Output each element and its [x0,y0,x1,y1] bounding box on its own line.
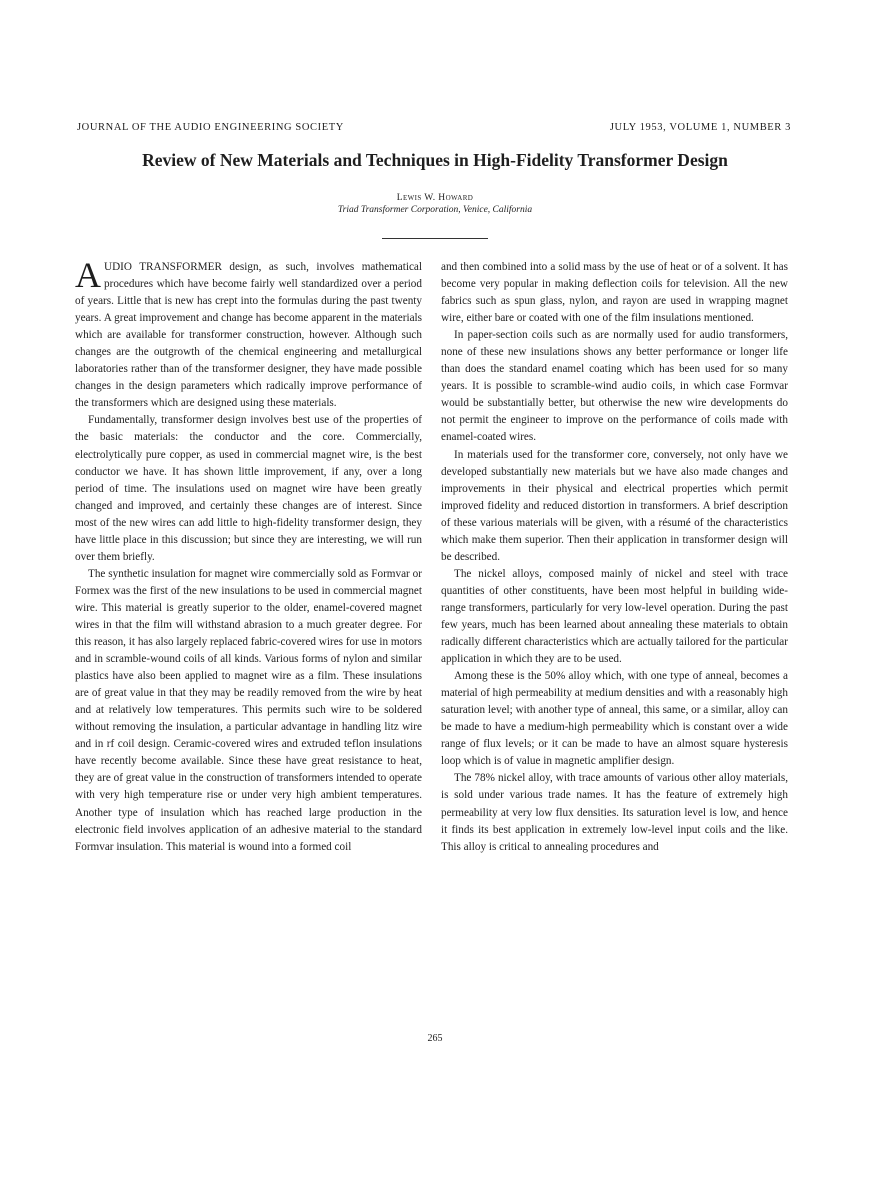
paragraph: In paper-section coils such as are normally used for audio transformers, none of these new insulations shows any better performance or longer life than does the standard enamel coating which has been used for so many years. It is possible to scramble-wind audio coils, in which case Formvar would be substantially better, but otherwise the new wire developments do not permit the engineer to improve on the performance of coils made with enamel-coated wires. [441,329,788,444]
article-title: Review of New Materials and Techniques in High-Fidelity Transformer Design [142,150,728,170]
author-affiliation: Triad Transformer Corporation, Venice, California [337,205,533,215]
paragraph-continuation: and then combined into a solid mass by the use of heat or of a solvent. It has become very popular in making deflection coils for television. All the new fabrics such as spun glass, nylon, and rayon are used in wrapping magnet wire, either bare or coated with one of the film insulations mentioned. [441,261,788,325]
paragraph: Among these is the 50% alloy which, with one type of anneal, becomes a material of high permeability at medium densities and with a reasonably high saturation level; with another type of anneal, this same, or a similar, alloy can be made to have a medium-high permeability which is constant over a wide range of flux levels; or it can be made to have an almost square hysteresis loop which is of value in magnetic amplifier design. [441,670,788,768]
paragraph: Fundamentally, transformer design involves best use of the properties of the basic materials: the conductor and the core. Commercially, electrolytically pure copper, as used in commercial magnet wire, is the best conductor we have. It has shown little improvement, if any, over a long period of time. The insulations used on magnet wire have been greatly changed and improved, and certainly these changes are of interest. Since most of the new wires can add little to high-fidelity transformer design, they have little place in this discussion; but since they are interesting, we will run over them briefly. [75,414,422,563]
paragraph: The nickel alloys, composed mainly of nickel and steel with trace quantities of other constituents, have been most helpful in building wide-range transformers, particularly for very low-level operation. During the past few years, much has been learned about annealing these materials to obtain radically different characteristics which are actually tailored for the particular application in which they are to be used. [441,567,788,666]
title-divider [382,238,488,239]
paragraph: AUDIO TRANSFORMER design, as such, involves mathematical procedures which have become fairly well standardized over a period of years. Little that is new has crept into the formulas during the past twenty years. A great improvement and change has become apparent in the materials which are available for transformer construction, however. Although such changes are the outgrowth of the chemical engineering and metallurgical laboratories rather than of the transformer designer, they have made possible changes in the design parameters which radically improve performance of the transformers which are designed using these materials. [75,255,422,410]
issue-info: JULY 1953, VOLUME 1, NUMBER 3 [609,122,791,133]
running-head [77,122,791,138]
author-name: Lewis W. Howard [396,193,474,203]
paragraph: In materials used for the transformer core, conversely, not only have we developed substantially new materials but we have also made changes and improvements in their physical and electrical properties which permit improved fidelity and reduced distortion in transformers. A brief description of these various materials will be given, with a résumé of the characteristics which make them superior. Then their application in transformer design will be described. [441,448,788,563]
paragraph: The 78% nickel alloy, with trace amounts of various other alloy materials, is sold under various trade names. It has the feature of extremely high permeability at very low flux densities. Its saturation level is low, and hence it finds its best application in extremely low-level input coils and the like. This alloy is critical to annealing procedures and [441,772,788,853]
journal-name: JOURNAL OF THE AUDIO ENGINEERING SOCIETY [77,122,344,133]
paragraph: The synthetic insulation for magnet wire commercially sold as Formvar or Formex was the first of the new insulations to be used in commercial magnet wire. This material is greatly superior to the older, enamel-covered magnet wires in that the film will withstand abrasion to a much greater degree. For this reason, it has also largely replaced fabric-covered wires for use in motors and in scramble-wound coils of all kinds. Various forms of nylon and similar plastics have also been applied to magnet wire as a film. These insulations are of great value in that they may be readily removed from the wire by heat and at relatively low temperatures. This permits such wire to be soldered without removing the insulation, a particular advantage in handling litz wire and in rf coil design. Ceramic-covered wires and extruded teflon insulations have recently become available. Since these have great resistance to heat, they are of great value in the construction of transformers intended to operate with very high temperature rise or under very high ambient temperatures. Another type of insulation which has reached large production in the electronic field involves application of an adhesive material to the standard Formvar insulation. This material is wound into a formed coil [75,567,422,853]
page-number: 265 [427,1033,443,1044]
drop-cap: A [75,255,101,295]
left-column [75,255,422,856]
right-column [441,259,788,856]
